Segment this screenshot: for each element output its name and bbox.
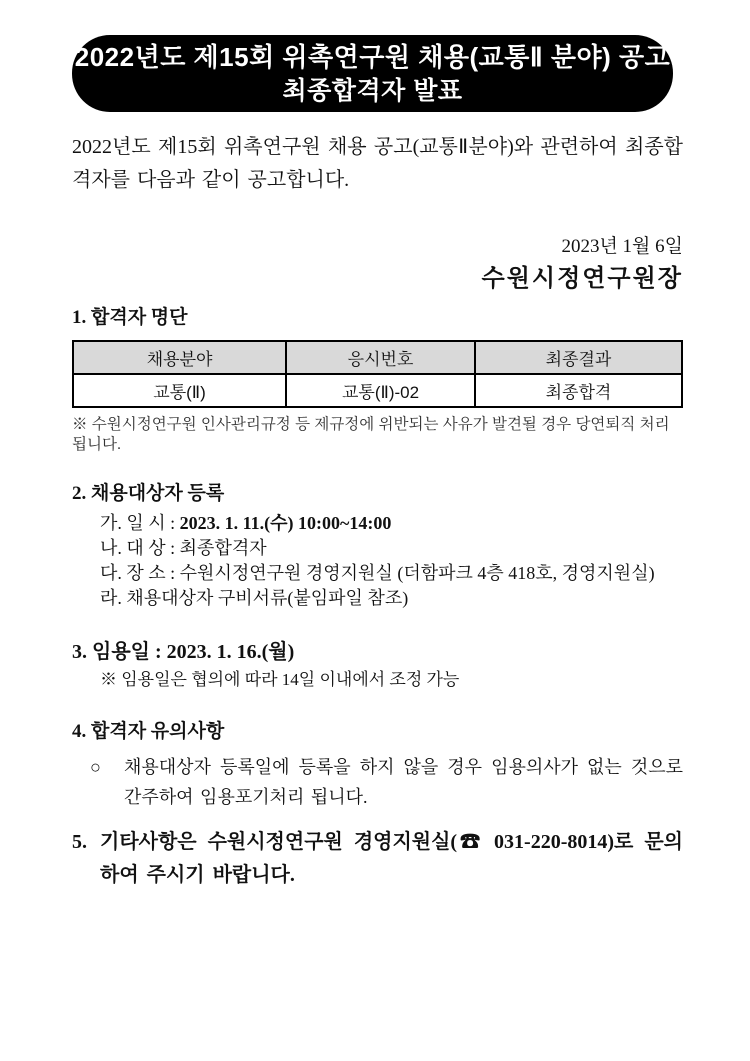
list-item-documents <box>100 586 683 611</box>
intro-paragraph: 2022년도 제15회 위촉연구원 채용 공고(교통Ⅱ분야)와 관련하여 최종합격자를 다음과 같이 공고합니다. <box>72 136 683 191</box>
section2-items <box>100 511 683 611</box>
list-item-datetime <box>100 511 683 536</box>
item-value: 채용대상자 구비서류(붙임파일 참조) <box>126 588 409 608</box>
item-value: 수원시정연구원 경영지원실 (더함파크 4층 418호, 경영지원실) <box>179 563 655 583</box>
table-cell-number: 교통(Ⅱ)-02 <box>286 374 475 407</box>
title-banner <box>72 35 673 112</box>
section5-paragraph <box>72 826 683 892</box>
item-label: 다. 장 소 : <box>100 563 180 583</box>
section3-note: ※ 임용일은 협의에 따라 14일 이내에서 조정 가능 <box>100 670 460 689</box>
table-header-field: 채용분야 <box>73 341 286 374</box>
section4-item <box>90 752 683 812</box>
table-note: ※ 수원시정연구원 인사관리규정 등 제규정에 위반되는 사유가 발견될 경우 당연퇴직 처리됩니다. <box>72 416 670 453</box>
table-header-row <box>73 341 682 374</box>
page-title-line1: 2022년도 제15회 위촉연구원 채용(교통Ⅱ 분야) 공고 <box>74 41 671 72</box>
table-header-number: 응시번호 <box>286 341 475 374</box>
item-label: 가. 일 시 : <box>100 513 180 533</box>
page-title-line2: 최종합격자 발표 <box>282 76 463 105</box>
section1-heading: 1. 합격자 명단 <box>72 307 188 328</box>
table-cell-field: 교통(Ⅱ) <box>73 374 286 407</box>
section4-item-text: 채용대상자 등록일에 등록을 하지 않을 경우 임용의사가 없는 것으로 간주하여 임용포기처리 됩니다. <box>124 757 683 807</box>
circle-bullet-icon: ○ <box>90 757 101 777</box>
section3-heading: 3. 임용일 : 2023. 1. 16.(월) <box>72 641 295 663</box>
item-value: 최종합격자 <box>179 538 267 558</box>
table-header-result: 최종결과 <box>475 341 682 374</box>
item-value: 2023. 1. 11.(수) 10:00~14:00 <box>179 513 392 533</box>
item-label: 라. <box>100 588 127 608</box>
announcement-date: 2023년 1월 6일 <box>561 236 683 257</box>
section2-heading: 2. 채용대상자 등록 <box>72 483 225 504</box>
table-row <box>73 374 682 407</box>
section4-heading: 4. 합격자 유의사항 <box>72 721 225 742</box>
list-item-target <box>100 536 683 561</box>
results-table <box>72 340 683 408</box>
section3 <box>72 641 683 691</box>
signature: 수원시정연구원장 <box>481 266 683 292</box>
section4 <box>72 720 683 812</box>
section5-number: 5. <box>72 831 87 853</box>
section2 <box>72 482 683 611</box>
section5-text: 기타사항은 수원시정연구원 경영지원실(☎ 031-220-8014)로 문의하여 주시기 바랍니다. <box>100 831 683 886</box>
table-cell-result: 최종합격 <box>475 374 682 407</box>
list-item-place <box>100 561 683 586</box>
item-label: 나. 대 상 : <box>100 538 180 558</box>
